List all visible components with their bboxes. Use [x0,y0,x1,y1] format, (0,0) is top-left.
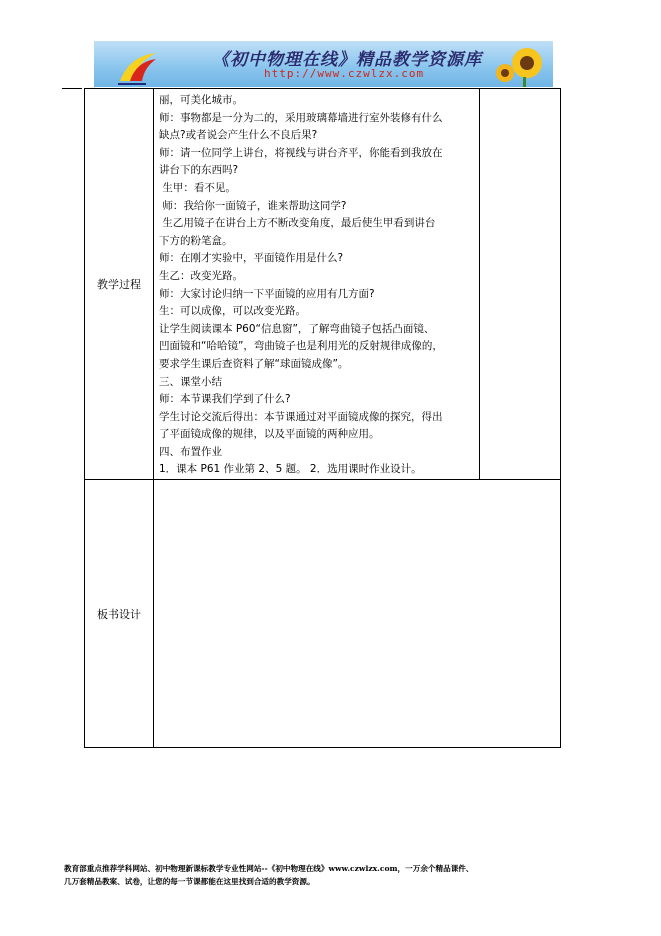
row-label-board-design: 板书设计 [85,480,154,748]
content-line: 生乙用镜子在讲台上方不断改变角度，最后使生甲看到讲台 [159,217,436,230]
site-logo-icon [116,47,160,85]
content-line: 师：事物都是一分为二的，采用玻璃幕墙进行室外装修有什么 [159,111,443,124]
site-title: 《初中物理在线》精品教学资源库 [212,50,482,70]
content-line: 师：本节课我们学到了什么? [159,393,291,406]
content-line: 下方的粉笔盒。 [159,234,233,247]
sunflower-icon [493,43,551,87]
content-line: 1．课本 P61 作业第 2、5 题。 2．选用课时作业设计。 [159,463,422,476]
content-line: 缺点?或者说会产生什么不良后果? [159,129,318,142]
content-line: 师：大家讨论归纳一下平面镜的应用有几方面? [159,287,375,300]
header-rule [62,88,82,89]
content-line: 三、课堂小结 [159,375,222,388]
content-line: 了平面镜成像的规律，以及平面镜的两种应用。 [159,428,380,441]
content-line: 师：在刚才实验中，平面镜作用是什么? [159,252,344,265]
content-line: 要求学生课后查资料了解“球面镜成像”。 [159,357,349,370]
notes-cell [480,89,561,480]
table-row [85,480,561,748]
lesson-plan-table [84,88,561,748]
footer-line: 几万套精品教案、试卷，让您的每一节课都能在这里找到合适的教学资源。 [64,877,315,886]
content-line: 学生讨论交流后得出：本节课通过对平面镜成像的探究，得出 [159,410,443,423]
content-line: 四、布置作业 [159,445,222,458]
board-design-content [154,480,561,748]
site-url[interactable]: http://www.czwlzx.com [264,67,425,80]
content-line: 生甲：看不见。 [159,181,236,194]
header-banner [94,41,553,87]
content-line: 让学生阅读课本 P60“信息窗”，了解弯曲镜子包括凸面镜、 [159,322,435,335]
content-line: 生：可以成像，可以改变光路。 [159,305,306,318]
row-label-teaching-process: 教学过程 [85,89,154,480]
table-row [85,89,561,480]
content-line: 丽，可美化城市。 [159,94,243,106]
content-line: 生乙：改变光路。 [159,269,243,282]
content-line: 讲台下的东西吗? [159,164,239,177]
page-footer [64,862,604,888]
content-line: 师：请一位同学上讲台，将视线与讲台齐平，你能看到我放在 [159,146,443,159]
content-line: 师：我给你一面镜子，谁来帮助这同学? [159,199,347,212]
content-line: 凹面镜和“哈哈镜”，弯曲镜子也是利用光的反射规律成像的， [159,340,443,353]
footer-line: 教育部重点推荐学科网站、初中物理新课标教学专业性网站--《初中物理在线》www.czwlzx.com，一万余个精品课件、 [64,864,474,873]
teaching-process-content [154,89,480,480]
